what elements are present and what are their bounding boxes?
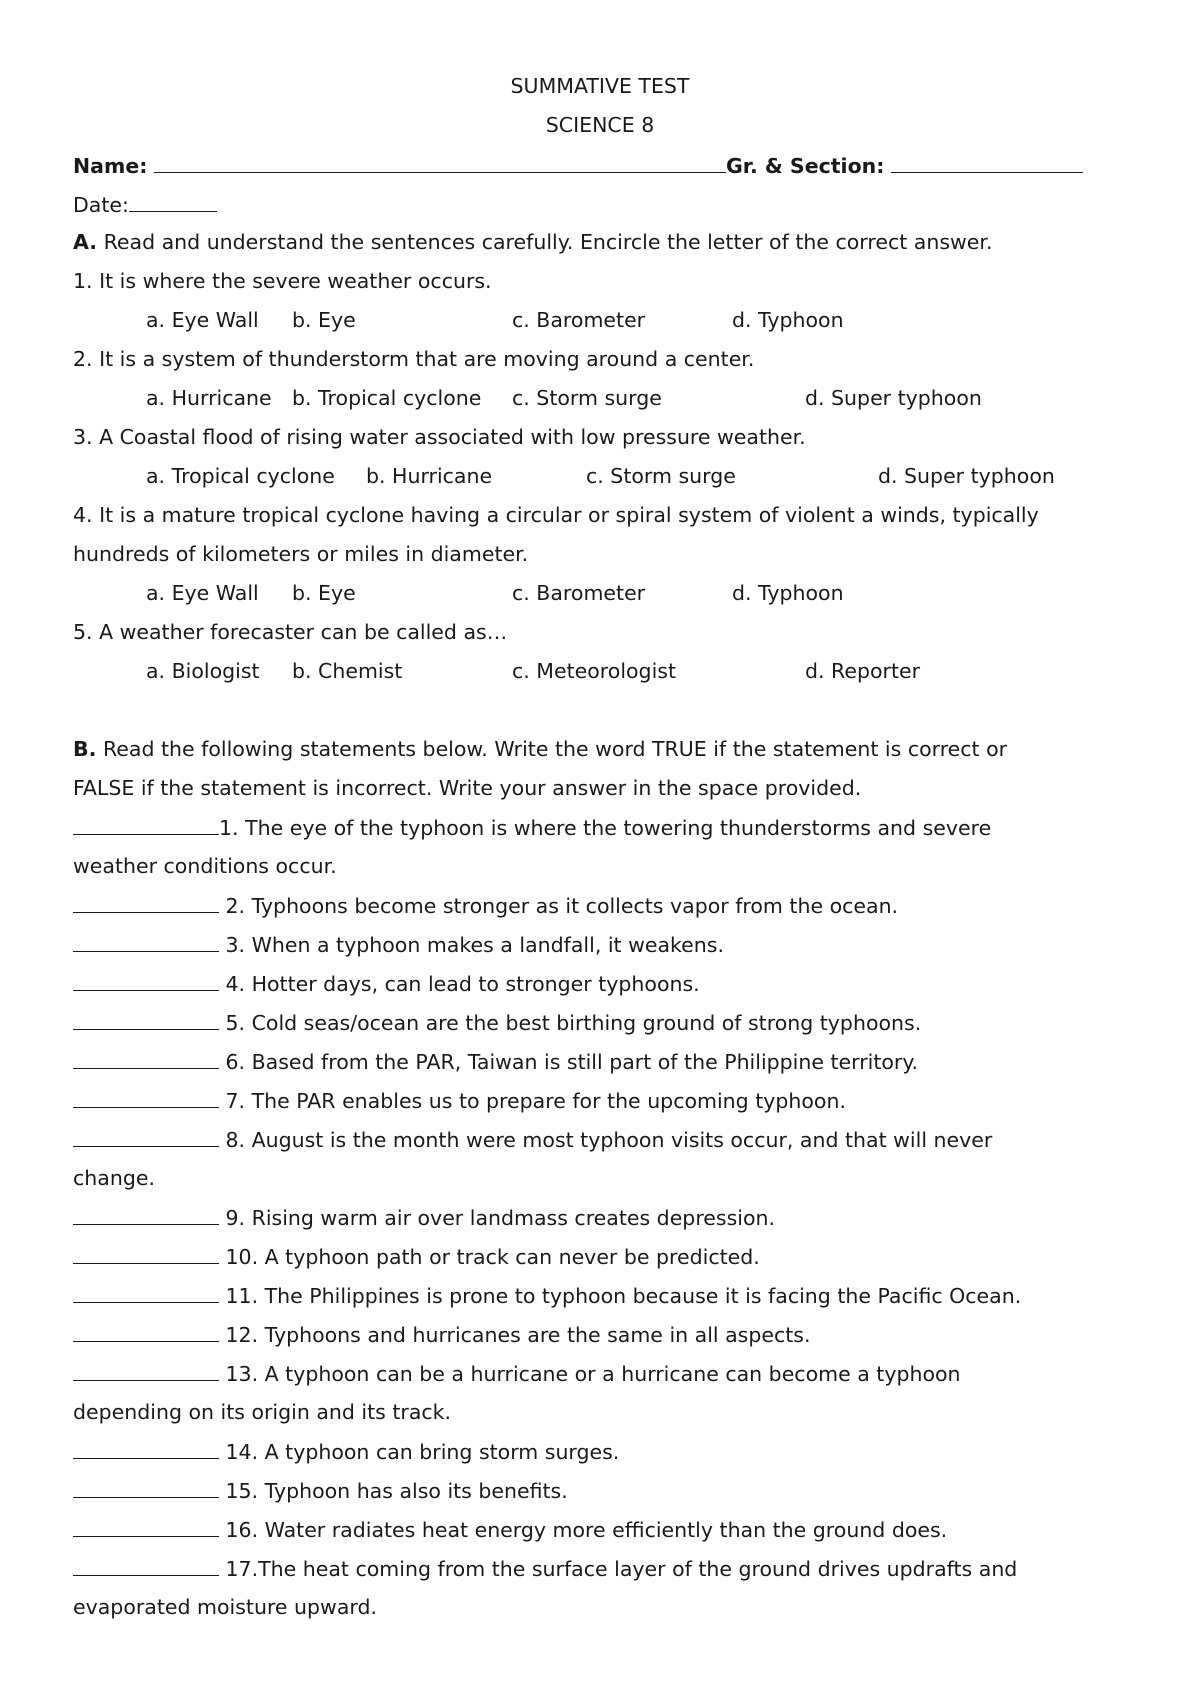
statement-text: 12. Typhoons and hurricanes are the same in all aspects. — [219, 1323, 811, 1347]
q3-option-c[interactable]: c. Storm surge — [586, 464, 736, 488]
q3-option-b[interactable]: b. Hurricane — [366, 464, 493, 488]
answer-blank[interactable] — [73, 970, 219, 991]
part-b-instruction-text: Read the following statements below. Write the word TRUE if the statement is correct or — [102, 737, 1008, 761]
statement-text: 8. August is the month were most typhoon visits occur, and that will never — [219, 1128, 993, 1152]
test-title: SUMMATIVE TEST — [510, 74, 690, 98]
part-a-instruction — [73, 229, 992, 255]
tf-item-8 — [73, 1126, 992, 1153]
answer-blank[interactable] — [73, 1555, 219, 1576]
q4-option-d[interactable]: d. Typhoon — [732, 581, 844, 605]
question-5: 5. A weather forecaster can be called as… — [73, 620, 508, 644]
name-label: Name: — [73, 154, 148, 178]
q3-option-a[interactable]: a. Tropical cyclone — [146, 464, 335, 488]
q4-option-a[interactable]: a. Eye Wall — [146, 581, 259, 605]
q5-option-d[interactable]: d. Reporter — [805, 659, 921, 683]
statement-text: 6. Based from the PAR, Taiwan is still part of the Philippine territory. — [219, 1050, 919, 1074]
section-label: Gr. & Section: — [725, 154, 885, 178]
statement-text: 1. The eye of the typhoon is where the towering thunderstorms and severe — [219, 816, 992, 840]
tf-item-7 — [73, 1087, 846, 1114]
tf-item-13-continued: depending on its origin and its track. — [73, 1400, 452, 1424]
answer-blank[interactable] — [73, 1282, 219, 1303]
statement-text: 3. When a typhoon makes a landfall, it weakens. — [219, 933, 724, 957]
statement-text: 9. Rising warm air over landmass creates depression. — [219, 1206, 776, 1230]
q5-option-a[interactable]: a. Biologist — [146, 659, 260, 683]
tf-item-11 — [73, 1282, 1021, 1309]
part-b-instruction-continued: FALSE if the statement is incorrect. Write your answer in the space provided. — [73, 776, 862, 800]
date-row — [73, 191, 217, 218]
answer-blank[interactable] — [73, 1204, 219, 1225]
question-1: 1. It is where the severe weather occurs. — [73, 269, 492, 293]
statement-text: 2. Typhoons become stronger as it collects vapor from the ocean. — [219, 894, 899, 918]
tf-item-5 — [73, 1009, 921, 1036]
tf-item-1 — [73, 814, 991, 841]
subject-title: SCIENCE 8 — [545, 113, 655, 137]
q2-option-d[interactable]: d. Super typhoon — [805, 386, 982, 410]
q5-option-b[interactable]: b. Chemist — [292, 659, 403, 683]
q5-option-c[interactable]: c. Meteorologist — [512, 659, 676, 683]
answer-blank[interactable] — [73, 1321, 219, 1342]
tf-item-4 — [73, 970, 700, 997]
part-b-instruction — [73, 736, 1007, 762]
statement-text: 10. A typhoon path or track can never be predicted. — [219, 1245, 760, 1269]
statement-text: 17.The heat coming from the surface layer of the ground drives updrafts and — [219, 1557, 1018, 1581]
answer-blank[interactable] — [73, 1243, 219, 1264]
q1-option-b[interactable]: b. Eye — [292, 308, 356, 332]
answer-blank[interactable] — [73, 1087, 219, 1108]
student-info-row — [73, 152, 1083, 179]
tf-item-10 — [73, 1243, 760, 1270]
q3-option-d[interactable]: d. Super typhoon — [878, 464, 1055, 488]
statement-text: 5. Cold seas/ocean are the best birthing ground of strong typhoons. — [219, 1011, 922, 1035]
tf-item-6 — [73, 1048, 918, 1075]
statement-text: 15. Typhoon has also its benefits. — [219, 1479, 568, 1503]
question-4: 4. It is a mature tropical cyclone having a circular or spiral system of violent a winds, typically — [73, 503, 1039, 527]
section-blank[interactable] — [891, 152, 1083, 173]
statement-text: 4. Hotter days, can lead to stronger typhoons. — [219, 972, 700, 996]
answer-blank[interactable] — [73, 1438, 219, 1459]
statement-text: 13. A typhoon can be a hurricane or a hurricane can become a typhoon — [219, 1362, 961, 1386]
q4-option-c[interactable]: c. Barometer — [512, 581, 646, 605]
q2-option-b[interactable]: b. Tropical cyclone — [292, 386, 482, 410]
tf-item-8-continued: change. — [73, 1166, 155, 1190]
answer-blank[interactable] — [73, 1009, 219, 1030]
statement-text: 14. A typhoon can bring storm surges. — [219, 1440, 620, 1464]
date-label: Date: — [73, 193, 129, 217]
q2-option-c[interactable]: c. Storm surge — [512, 386, 662, 410]
q2-option-a[interactable]: a. Hurricane — [146, 386, 272, 410]
tf-item-14 — [73, 1438, 619, 1465]
question-2: 2. It is a system of thunderstorm that are moving around a center. — [73, 347, 755, 371]
tf-item-17 — [73, 1555, 1017, 1582]
name-blank[interactable] — [154, 152, 726, 173]
statement-text: 11. The Philippines is prone to typhoon because it is facing the Pacific Ocean. — [219, 1284, 1022, 1308]
q1-option-a[interactable]: a. Eye Wall — [146, 308, 259, 332]
answer-blank[interactable] — [73, 1477, 219, 1498]
question-4-continued: hundreds of kilometers or miles in diameter. — [73, 542, 529, 566]
answer-blank[interactable] — [73, 892, 219, 913]
tf-item-9 — [73, 1204, 775, 1231]
question-3: 3. A Coastal flood of rising water associated with low pressure weather. — [73, 425, 806, 449]
statement-text: 7. The PAR enables us to prepare for the upcoming typhoon. — [219, 1089, 846, 1113]
q1-option-c[interactable]: c. Barometer — [512, 308, 646, 332]
q1-option-d[interactable]: d. Typhoon — [732, 308, 844, 332]
answer-blank[interactable] — [73, 814, 219, 835]
tf-item-12 — [73, 1321, 811, 1348]
part-b-letter: B. — [73, 737, 97, 761]
answer-blank[interactable] — [73, 1360, 219, 1381]
answer-blank[interactable] — [73, 1126, 219, 1147]
tf-item-16 — [73, 1516, 947, 1543]
part-a-letter: A. — [73, 230, 98, 254]
answer-blank[interactable] — [73, 931, 219, 952]
tf-item-17-continued: evaporated moisture upward. — [73, 1595, 377, 1619]
date-blank[interactable] — [129, 191, 217, 212]
tf-item-15 — [73, 1477, 568, 1504]
tf-item-1-continued: weather conditions occur. — [73, 854, 337, 878]
tf-item-3 — [73, 931, 724, 958]
statement-text: 16. Water radiates heat energy more efficiently than the ground does. — [219, 1518, 948, 1542]
answer-blank[interactable] — [73, 1048, 219, 1069]
tf-item-2 — [73, 892, 898, 919]
q4-option-b[interactable]: b. Eye — [292, 581, 356, 605]
answer-blank[interactable] — [73, 1516, 219, 1537]
tf-item-13 — [73, 1360, 961, 1387]
part-a-instruction-text: Read and understand the sentences carefully. Encircle the letter of the correct answer. — [103, 230, 993, 254]
